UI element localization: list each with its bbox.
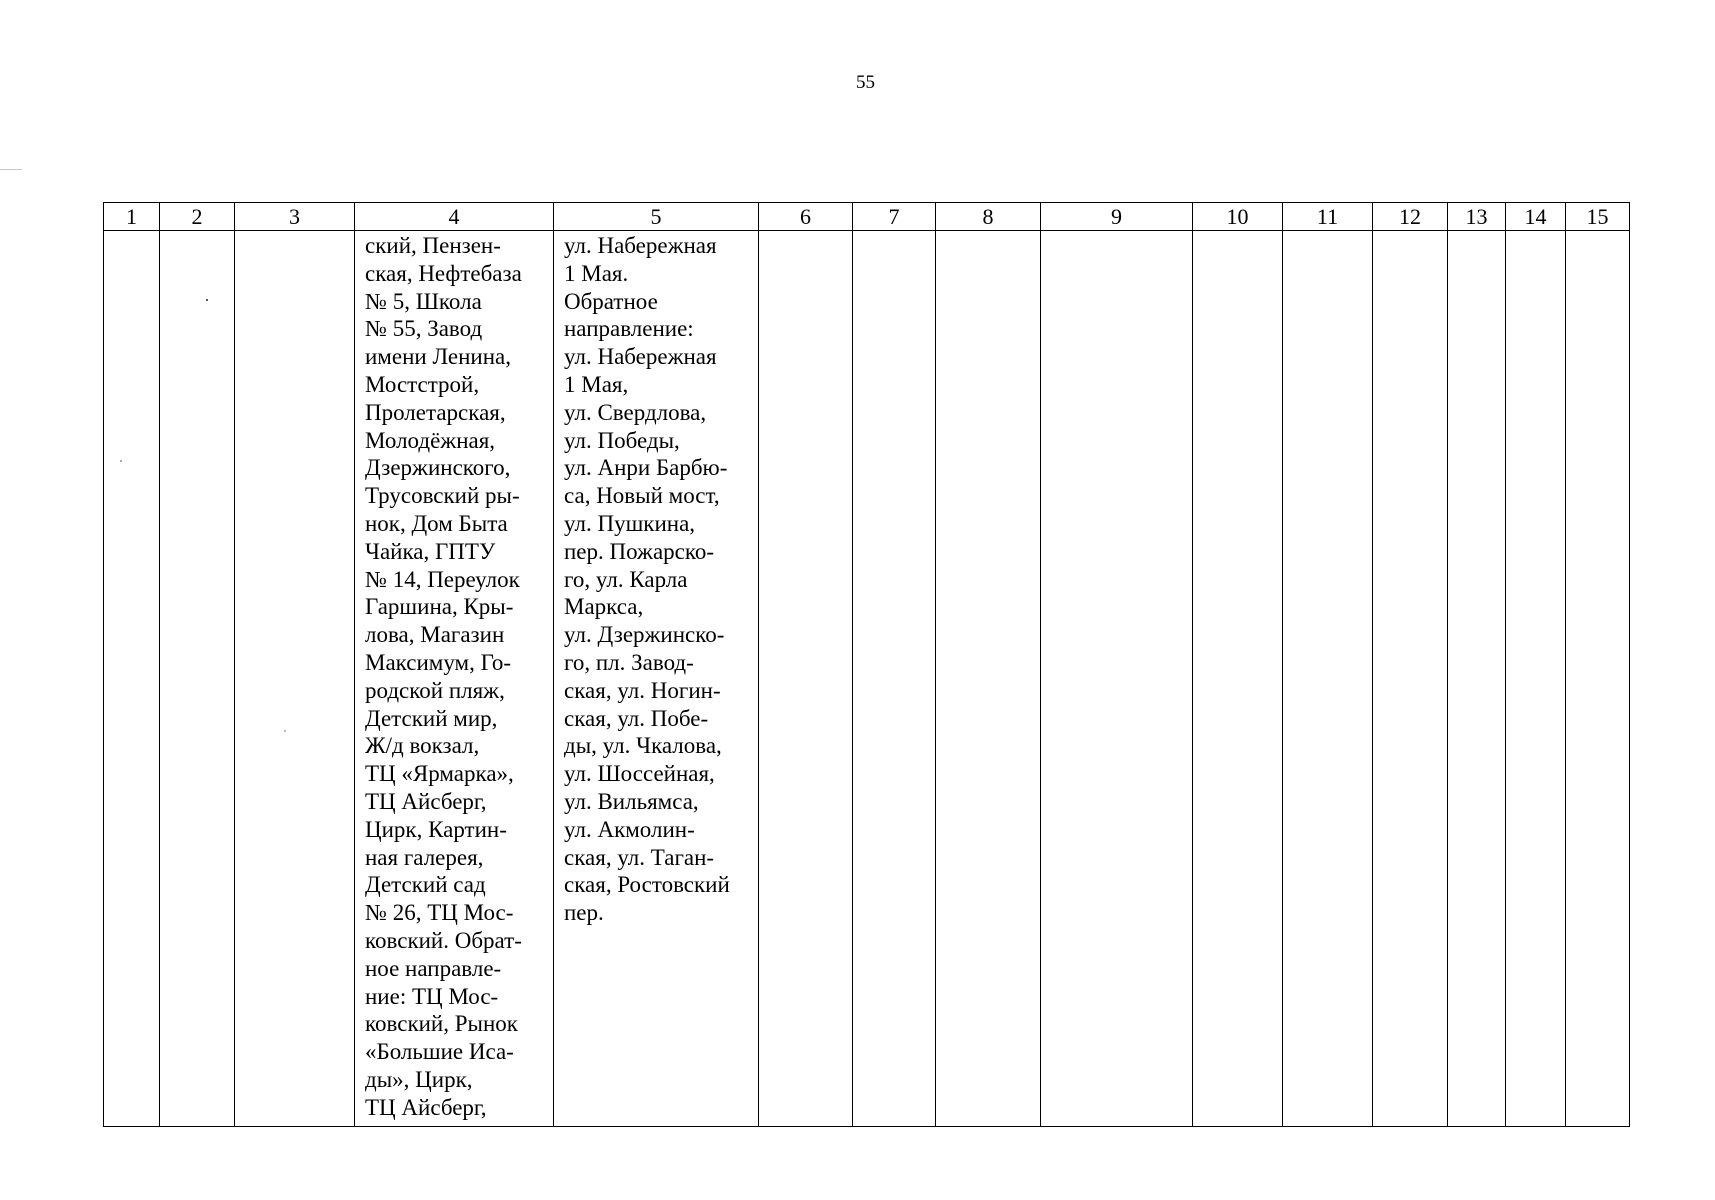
column-header-2: 2: [160, 203, 235, 231]
column-header-14: 14: [1506, 203, 1566, 231]
column-header-13: 13: [1448, 203, 1506, 231]
cell-col-15: [1566, 231, 1630, 1127]
cell-col-3: [235, 231, 355, 1127]
cell-col-2: [160, 231, 235, 1127]
cell-col-11: [1283, 231, 1373, 1127]
column-header-15: 15: [1566, 203, 1630, 231]
column-header-7: 7: [853, 203, 936, 231]
stops-list-text: ский, Пензен- ская, Нефтебаза № 5, Школа № 55, Завод имени Ленина, Мостстрой, Пролетарская, Молодёжная, Дзержинского, Трусовский ры- нок, Дом Быта Чайка, ГПТУ № 14, Переулок Гаршина, Кры- лова, Магазин Максимум, Го- родской пляж, Детский мир, Ж/д вокзал, ТЦ «Ярмарка», ТЦ Айсберг, Цирк, Картин- ная галерея, Детский сад № 26, ТЦ Мос- ковский. Обрат- ное направле- ние: ТЦ Мос- ковский, Рынок «Большие Иса- ды», Цирк, ТЦ Айсберг,: [365, 233, 522, 1120]
cell-col-7: [853, 231, 936, 1127]
column-header-10: 10: [1193, 203, 1283, 231]
cell-col-5-streets: [554, 231, 759, 1127]
column-header-4: 4: [355, 203, 554, 231]
column-header-5: 5: [554, 203, 759, 231]
cell-col-12: [1373, 231, 1448, 1127]
cell-col-14: [1506, 231, 1566, 1127]
streets-list-text: ул. Набережная 1 Мая. Обратное направление: ул. Набережная 1 Мая, ул. Свердлова, ул. Победы, ул. Анри Барбю- са, Новый мост, ул. Пушкина, пер. Пожарско- го, ул. Карла Маркса, ул. Дзержинско- го, пл. Завод- ская, ул. Ногин- ская, ул. Побе- ды, ул. Чкалова, ул. Шоссейная, ул. Вильямса, ул. Акмолин- ская, ул. Таган- ская, Ростовский пер.: [564, 233, 730, 926]
page-number: 55: [856, 72, 875, 93]
header-row: [104, 203, 1630, 231]
cell-col-4-stops: [355, 231, 554, 1127]
cell-col-9: [1041, 231, 1193, 1127]
cell-col-1: [104, 231, 160, 1127]
scan-artifact-line: [0, 169, 22, 170]
route-table: [103, 202, 1630, 1127]
cell-col-13: [1448, 231, 1506, 1127]
column-header-1: 1: [104, 203, 160, 231]
cell-col-10: [1193, 231, 1283, 1127]
column-header-6: 6: [759, 203, 853, 231]
column-header-3: 3: [235, 203, 355, 231]
cell-col-6: [759, 231, 853, 1127]
table-row: [104, 231, 1630, 1127]
column-header-9: 9: [1041, 203, 1193, 231]
column-header-12: 12: [1373, 203, 1448, 231]
column-header-11: 11: [1283, 203, 1373, 231]
cell-col-8: [936, 231, 1041, 1127]
column-header-8: 8: [936, 203, 1041, 231]
